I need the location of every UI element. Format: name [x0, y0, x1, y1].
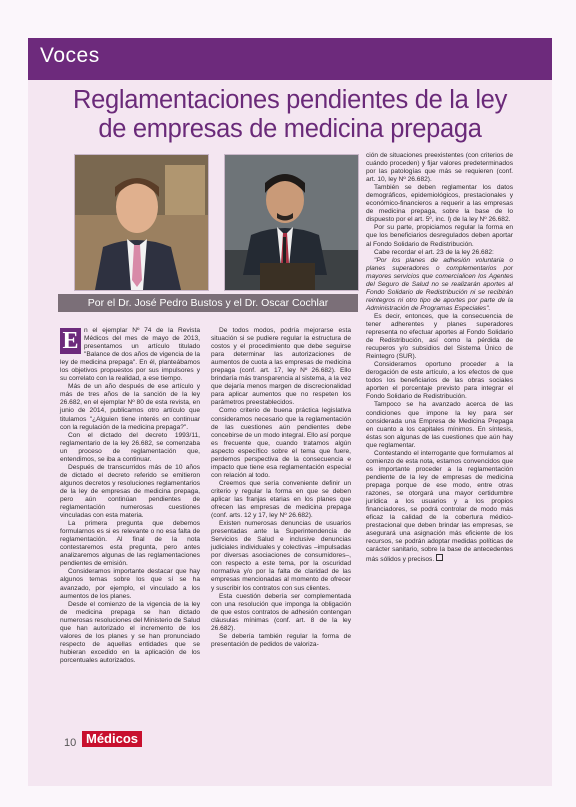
col3-paragraph-2: También se deben reglamentar los datos demográficos, epidemiológicos, prestacionales y económico-financieros a requerir a las empresas de medicina prepaga, sobre la base de lo dispuesto por el art. 5º, inc. l) de la ley Nº 26.682. [366, 184, 513, 224]
col1-paragraph-2: Más de un año después de ese artículo y más de tres años de la sanción de la ley 26.682, en el ejemplar Nº 80 de esta revista, en junio de 2014, publicamos otro artículo que titulamos "¿Alguien tiene interés en continuar con la regulación de la medicina prepaga?". [60, 383, 200, 431]
page-number: 10 [64, 737, 77, 749]
col2-paragraph-3: Creemos que sería conveniente definir un criterio y regular la forma en que se deben aplicar las franjas etarias en los planes que ofrecen las empresas de medicina prepaga (conf. arts. 12 y 17, ley Nº 26.682). [211, 479, 351, 520]
magazine-logo: Médicos [82, 731, 142, 747]
title-line-2: de empresas de medicina prepaga [98, 115, 482, 143]
col1-paragraph-4: Después de transcurridos más de 10 años de dictado el decreto referido se emitieron algunos decretos y resoluciones reglamentarios de la ley de empresas de medicina prepaga, pero aún continúan pendientes de reglamentación numerosas cuestiones vinculadas con esta materia. [60, 463, 200, 520]
article-column-3 [366, 152, 513, 564]
col1-paragraph-1: E n el ejemplar Nº 74 de la Revista Médicos del mes de mayo de 2013, presentamos un artículo titulado "Balance de dos años de vigencia de la ley de medicina prepaga". En él, planteábamos los objetivos propuestos por sus impulsores y su correlato con la realidad, a ese tiempo. [60, 327, 200, 383]
author-photo-2 [224, 154, 359, 291]
col3-paragraph-3: Por su parte, propiciamos regular la forma en que los beneficiarios desregulados deben aportar al Fondo Solidario de Redistribución. [366, 224, 513, 248]
article-title [28, 86, 552, 144]
col3-paragraph-1: ción de situaciones preexistentes (con criterios de cuándo proceden) y fijar valores predeterminados por las patologías que más se requieren (conf. art. 10, ley Nº 26.682). [366, 152, 513, 184]
col2-paragraph-1: De todos modos, podría mejorarse esta situación si se pudiere regular la estructura de costos y el procedimiento que debe seguirse para determinar las autorizaciones de aumentos de cuota a las empresas de medicina prepaga (conf. art. 17, ley Nº 26.682). Ello brindaría más transparencia al sistema, a la vez que dejaría menos margen de discrecionalidad para aplicar aumentos que no respeten los parámetros preestablecidos. [211, 327, 352, 407]
byline: Por el Dr. José Pedro Bustos y el Dr. Oscar Cochlar [87, 297, 329, 309]
section-label: Voces [40, 44, 100, 67]
col1-paragraph-7: Desde el comienzo de la vigencia de la ley de medicina prepaga se han dictado numerosas resoluciones del Ministerio de Salud que han autorizado el incremento de los valores de los planes y se han pronunciado respecto de aquellas entidades que se hubieran excedido en la aplicación de los porcentuales autorizados. [60, 600, 201, 664]
col3-paragraph-9: Contestando el interrogante que formulamos al comienzo de esta nota, estamos convencidos que es importante proceder a la reglamentación pendiente de la ley de empresas de medicina prepaga porque de ese modo, entre otras razones, se otorgará una mayor certidumbre jurídica a los usuarios y a los propios financiadores, se podrá controlar de modo más eficaz la calidad de la cobertura médico-prestacional que deben brindar las empresas, se asegurará una asignación más eficiente de los recursos, se podrán adoptar medidas políticas de carácter sanitario, sobre la base de antecedentes más sólidos y precisos. [366, 449, 513, 564]
col2-paragraph-6: Se debería también regular la forma de presentación de pedidos de valoriza- [211, 632, 351, 648]
col2-paragraph-2: Como criterio de buena práctica legislativa consideramos necesario que la reglamentación de las cuestiones aún pendientes debe concebirse de un modo integral. Ello así porque es frecuente que, cuando tratamos algún aspecto específico sobre el tema que fuere, perdemos perspectiva de la consecuencia e impacto que tiene esa reglamentación especial con relación al todo. [211, 407, 351, 479]
col1-paragraph-5: La primera pregunta que debemos formularnos es si es relevante o no esa falta de reglamentación. Al final de la nota contestaremos esta pregunta, pero antes analizaremos algunas de las reglamentaciones pendientes de emisión. [60, 520, 200, 568]
col1-paragraph-3: Con el dictado del decreto 1993/11, reglamentario de la ley 26.682, se comenzaba un proceso de reglamentación que, entendimos, se iba a continuar. [60, 431, 200, 463]
section-band [28, 38, 552, 80]
author-photo-1 [74, 154, 209, 291]
dropcap: E [60, 328, 81, 354]
col3-paragraph-6: Es decir, entonces, que la consecuencia de tener adherentes y planes superadores representa no efectuar aportes al Fondo Solidario de Redistribución, así como la pérdida de recuperos y/o subsidios del Sistema Único de Reintegro (SUR). [366, 312, 513, 361]
col1-paragraph-6: Consideramos importante destacar que hay algunos temas sobre los que sí se ha avanzado, por ejemplo, el vinculado a los aumentos de los planes. [60, 568, 200, 600]
col3-paragraph-4: Cabe recordar el art. 23 de la ley 26.682: [374, 248, 494, 256]
col2-paragraph-5: Esta cuestión debería ser complementada con una resolución que imponga la obligación de que estos contratos de adhesión contengan cláusulas mínimas (conf. art. 8 de la ley 26.682). [211, 592, 351, 632]
col3-paragraph-7: Consideramos oportuno proceder a la derogación de este artículo, a los efectos de que todos los beneficiarios de las obras sociales aporten el porcentaje previsto para integrar el Fondo Solidario de Redistribución. [366, 361, 513, 401]
col2-paragraph-4: Existen numerosas denuncias de usuarios presentadas ante la Superintendencia de Servicios de Salud e inclusive denuncias judiciales individuales y colectivas –impulsadas por diversas asociaciones de consumidores–, con respecto a este tema, por la oscuridad normativa y/o por la falta de claridad de las empresas mencionadas al momento de ofrecer y suscribir los contratos con sus clientes. [211, 520, 351, 592]
article-column-2 [211, 327, 351, 649]
col3-quote: "Por los planes de adhesión voluntaria o planes superadores o complementarios por mayores servicios que comercialicen los Agentes del Seguro de Salud no se realizarán aportes al Fondo Solidario de Redistribución ni se recibirán reintegros ni otro tipo de aportes por parte de la Administración de Programas Especiales". [366, 256, 513, 312]
article-column-1 [60, 327, 200, 665]
title-line-1: Reglamentaciones pendientes de la ley [72, 86, 508, 114]
end-mark-icon [436, 554, 443, 561]
col3-paragraph-8: Tampoco se ha avanzado acerca de las condiciones que impone la ley para ser considerada una Empresa de Medicina Prepaga en cuanto a los capitales mínimos. En síntesis, éstas son algunas de las cuestiones que aún hay que reglamentar. [366, 401, 513, 449]
